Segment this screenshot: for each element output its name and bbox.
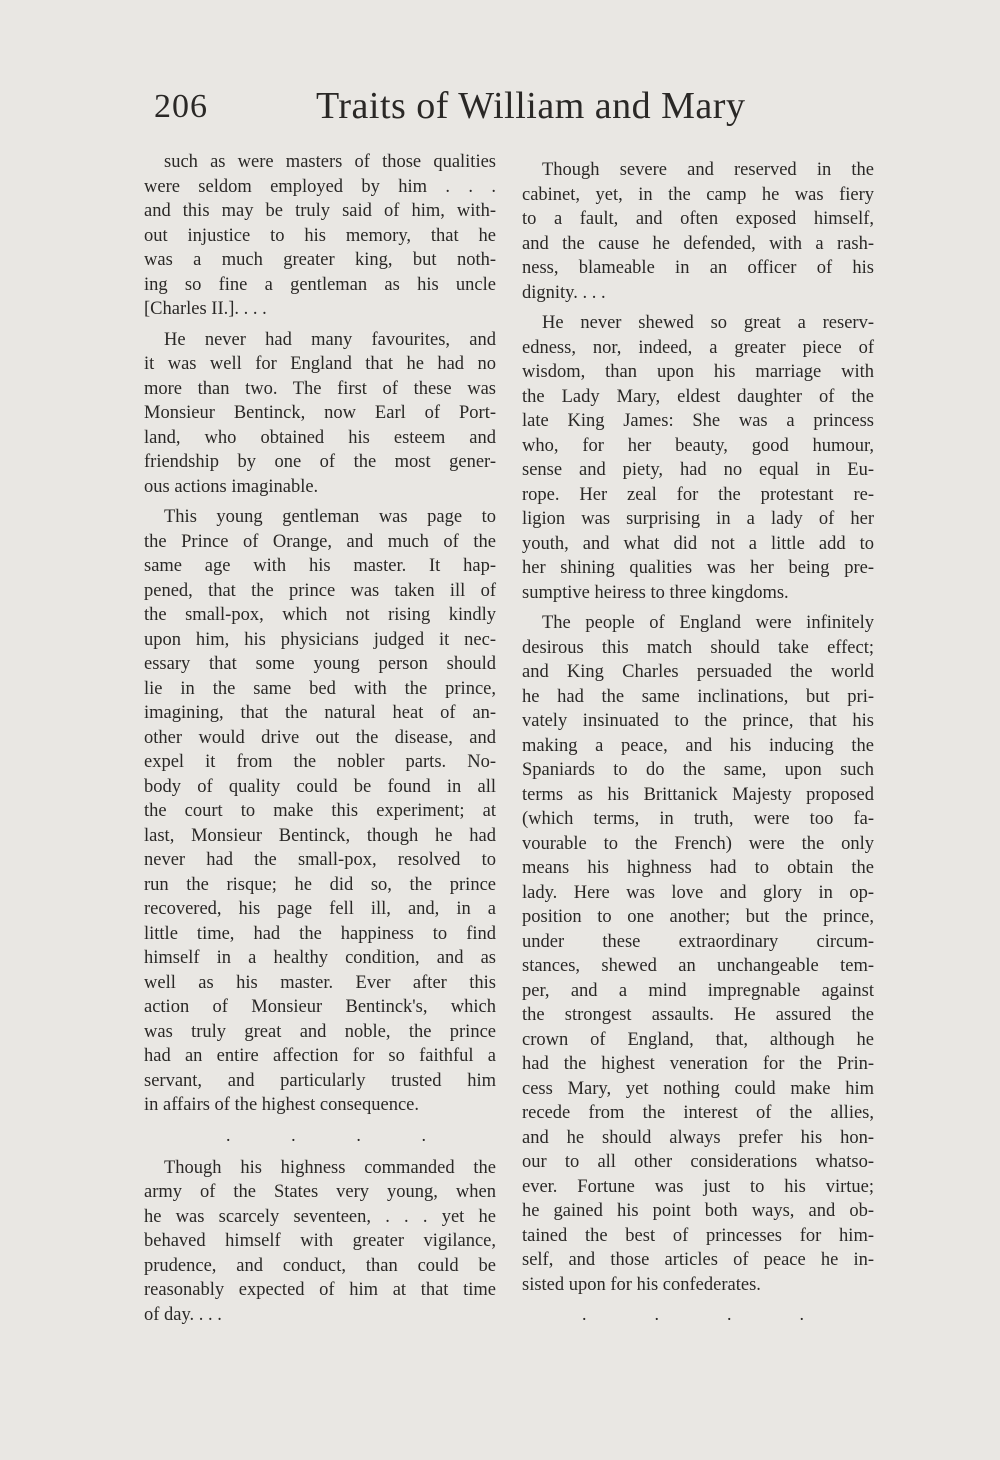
paragraph <box>144 328 496 500</box>
text-line: had an entire affection for so faithful a <box>144 1046 496 1066</box>
text-line: army of the States very young, when <box>144 1182 496 1202</box>
text-line: ligion was surprising in a lady of her <box>522 509 874 529</box>
text-line: ing so fine a gentleman as his uncle <box>144 274 496 295</box>
text-line: sumptive heiress to three kingdoms. <box>522 582 789 603</box>
text-line: (which terms, in truth, were too fa- <box>522 809 874 829</box>
text-line: crown of England, that, although he <box>522 1029 874 1050</box>
text-line: cabinet, yet, in the camp he was fiery <box>522 184 874 205</box>
text-line: well as his master. Ever after this <box>144 972 496 993</box>
text-line: land, who obtained his esteem and <box>144 427 496 448</box>
text-line: Though severe and reserved in the <box>542 160 874 180</box>
text-line: never had the small-pox, resolved to <box>144 850 496 870</box>
text-line: expel it from the nobler parts. No- <box>144 752 496 772</box>
separator-dot: . <box>727 1304 732 1324</box>
text-line: Monsieur Bentinck, now Earl of Port- <box>144 403 496 423</box>
text-line: sense and piety, had no equal in Eu- <box>522 460 874 480</box>
text-line: the Lady Mary, eldest daughter of the <box>522 386 874 407</box>
text-line: the court to make this experiment; at <box>144 801 496 821</box>
text-line: run the risque; he did so, the prince <box>144 874 496 895</box>
page-number: 206 <box>154 88 208 125</box>
text-line: to a fault, and often exposed himself, <box>522 209 874 229</box>
text-line: pened, that the prince was taken ill of <box>144 580 496 601</box>
text-line: upon him, his physicians judged it nec- <box>144 629 496 650</box>
text-line: ness, blameable in an officer of his <box>522 258 874 278</box>
text-line: of day. . . . <box>144 1304 222 1325</box>
paragraph <box>144 505 496 1118</box>
text-line: body of quality could be found in all <box>144 776 496 797</box>
text-line: edness, nor, indeed, a greater piece of <box>522 337 874 358</box>
text-line: [Charles II.]. . . . <box>144 299 267 319</box>
text-line: rope. Her zeal for the protestant re- <box>522 484 874 505</box>
text-line: was a much greater king, but noth- <box>144 250 496 270</box>
text-line: who, for her beauty, good humour, <box>522 435 874 456</box>
text-line: desirous this match should take effect; <box>522 637 874 658</box>
paragraph <box>144 150 496 322</box>
ellipsis-separator <box>522 1297 874 1325</box>
text-line: same age with his master. It hap- <box>144 556 496 576</box>
text-line: vourable to the French) were the only <box>522 833 874 854</box>
text-line: reasonably expected of him at that time <box>144 1280 496 1300</box>
text-line: means his highness had to obtain the <box>522 858 874 878</box>
text-line: self, and those articles of peace he in- <box>522 1250 874 1270</box>
text-line: He never shewed so great a reserv- <box>542 313 874 333</box>
running-title: Traits of William and Mary <box>316 85 746 127</box>
text-line: The people of England were infinitely <box>542 613 874 633</box>
text-line: last, Monsieur Bentinck, though he had <box>144 825 496 846</box>
text-line: behaved himself with greater vigilance, <box>144 1231 496 1251</box>
text-line: He never had many favourites, and <box>164 329 496 350</box>
separator-dot: . <box>291 1124 296 1145</box>
text-line: more than two. The first of these was <box>144 378 496 399</box>
separator-dot: . <box>226 1124 231 1145</box>
separator-dot: . <box>356 1124 361 1145</box>
text-line: the Prince of Orange, and much of the <box>144 531 496 552</box>
text-line: Spaniards to do the same, upon such <box>522 760 874 780</box>
paragraph <box>144 1156 496 1328</box>
text-line: other would drive out the disease, and <box>144 727 496 748</box>
separator-dot: . <box>582 1304 587 1324</box>
text-line: prudence, and conduct, than could be <box>144 1255 496 1276</box>
text-line: such as were masters of those qualities <box>164 152 496 172</box>
text-line: he gained his point both ways, and ob- <box>522 1201 874 1221</box>
text-line: was truly great and noble, the prince <box>144 1021 496 1042</box>
separator-dot: . <box>421 1124 426 1145</box>
text-line: he had the same inclinations, but pri- <box>522 686 874 707</box>
left-column <box>144 150 496 1327</box>
separator-dot: . <box>799 1304 804 1324</box>
separator-dot: . <box>654 1304 659 1324</box>
text-line: wisdom, than upon his marriage with <box>522 362 874 382</box>
text-line: the small-pox, which not rising kindly <box>144 605 496 625</box>
text-line: cess Mary, yet nothing could make him <box>522 1078 874 1099</box>
text-line: were seldom employed by him . . . <box>144 176 496 197</box>
text-line: late King James: She was a princess <box>522 411 874 431</box>
text-line: tained the best of princesses for him- <box>522 1225 874 1246</box>
text-line: had the highest veneration for the Prin- <box>522 1054 874 1074</box>
paragraph <box>522 158 874 305</box>
right-column <box>522 158 874 1325</box>
text-line: ever. Fortune was just to his virtue; <box>522 1176 874 1197</box>
text-line: under these extraordinary circum- <box>522 931 874 952</box>
text-line: ous actions imaginable. <box>144 476 319 497</box>
text-line: youth, and what did not a little add to <box>522 533 874 554</box>
text-line: per, and a mind impregnable against <box>522 980 874 1001</box>
text-line: himself in a healthy condition, and as <box>144 948 496 968</box>
text-line: our to all other considerations whatso- <box>522 1152 874 1172</box>
text-line: lie in the same bed with the prince, <box>144 678 496 699</box>
text-line: making a peace, and his inducing the <box>522 735 874 756</box>
text-line: out injustice to his memory, that he <box>144 225 496 246</box>
text-line: sisted upon for his confederates. <box>522 1274 761 1295</box>
text-line: and he should always prefer his hon- <box>522 1127 874 1148</box>
text-line: and the cause he defended, with a rash- <box>522 233 874 254</box>
text-line: the strongest assaults. He assured the <box>522 1005 874 1025</box>
text-line: recede from the interest of the allies, <box>522 1103 874 1123</box>
text-line: vately insinuated to the prince, that his <box>522 711 874 731</box>
ellipsis-separator <box>144 1118 496 1156</box>
text-line: her shining qualities was her being pre- <box>522 558 874 578</box>
text-line: lady. Here was love and glory in op- <box>522 882 874 903</box>
text-line: terms as his Brittanick Majesty proposed <box>522 784 874 805</box>
text-line: position to one another; but the prince, <box>522 907 874 927</box>
text-line: friendship by one of the most gener- <box>144 452 496 472</box>
text-line: This young gentleman was page to <box>164 507 496 527</box>
text-line: servant, and particularly trusted him <box>144 1070 496 1091</box>
paragraph <box>522 611 874 1297</box>
text-line: imagining, that the natural heat of an- <box>144 703 496 723</box>
text-line: action of Monsieur Bentinck's, which <box>144 997 496 1017</box>
text-line: and King Charles persuaded the world <box>522 662 874 682</box>
text-line: he was scarcely seventeen, . . . yet he <box>144 1206 496 1227</box>
text-line: it was well for England that he had no <box>144 354 496 374</box>
page-header <box>150 84 746 144</box>
text-line: dignity. . . . <box>522 282 606 303</box>
text-line: little time, had the happiness to find <box>144 923 496 944</box>
text-line: and this may be truly said of him, with- <box>144 201 496 221</box>
text-line: Though his highness commanded the <box>164 1157 496 1178</box>
text-line: recovered, his page fell ill, and, in a <box>144 899 496 919</box>
text-line: essary that some young person should <box>144 654 496 674</box>
text-line: stances, shewed an unchangeable tem- <box>522 956 874 976</box>
text-line: in affairs of the highest consequence. <box>144 1095 420 1115</box>
paragraph <box>522 311 874 605</box>
